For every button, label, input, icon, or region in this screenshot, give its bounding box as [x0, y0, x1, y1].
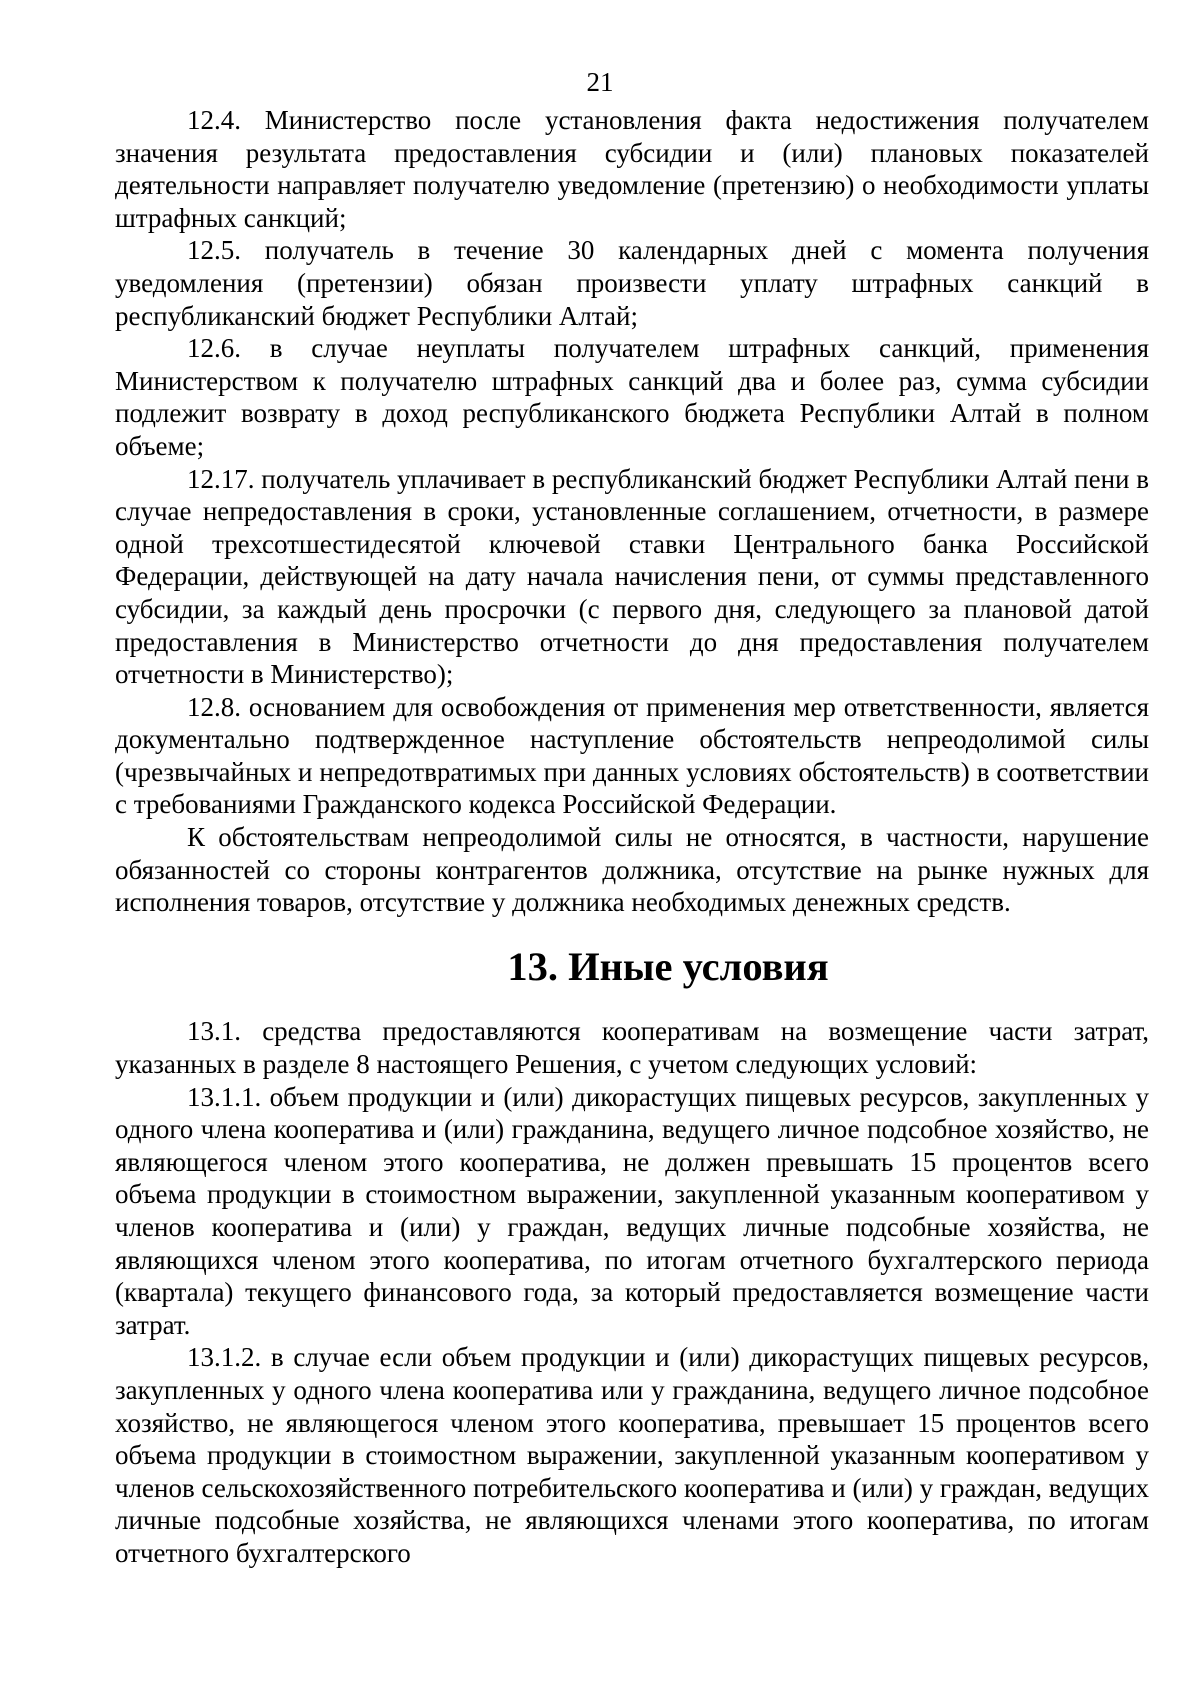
paragraph-12-8: 12.8. основанием для освобождения от применения мер ответственности, является документально подтвержденное наступление обстоятельств непреодолимой силы (чрезвычайных и непредотвратимых при данных условиях обстоятельств) в соответствии с требованиями Гражданского кодекса Российской Федерации.: [115, 691, 1149, 820]
document-body: [115, 104, 1149, 1570]
paragraph-force-majeure: К обстоятельствам непреодолимой силы не относятся, в частности, нарушение обязанностей со стороны контрагентов должника, отсутствие на рынке нужных для исполнения товаров, отсутствие у должника необходимых денежных средств.: [115, 822, 1149, 918]
paragraph-12-6: 12.6. в случае неуплаты получателем штрафных санкций, применения Министерством к получателю штрафных санкций два и более раз, сумма субсидии подлежит возврату в доход республиканского бюджета Республики Алтай в полном объеме;: [115, 333, 1149, 461]
section-heading: 13. Иные условия: [507, 943, 829, 989]
paragraph-12-4: 12.4. Министерство после установления факта недостижения получателем значения результата предоставления субсидии и (или) плановых показателей деятельности направляет получателю уведомление (претензию) о необходимости уплаты штрафных санкций;: [115, 105, 1149, 233]
paragraph-13-1: 13.1. средства предоставляются кооперативам на возмещение части затрат, указанных в разделе 8 настоящего Решения, с учетом следующих условий:: [115, 1016, 1149, 1080]
paragraph-13-1-1: 13.1.1. объем продукции и (или) дикорастущих пищевых ресурсов, закупленных у одного члена кооператива и (или) гражданина, ведущего личное подсобное хозяйство, не являющегося членом этого кооператива, не должен превышать 15 процентов всего объема продукции в стоимостном выражении, закупленной указанным кооперативом у членов кооператива и (или) у граждан, ведущих личные подсобные хозяйства, не являющихся членом этого кооператива, по итогам отчетного бухгалтерского периода (квартала) текущего финансового года, за который предоставляется возмещение части затрат.: [115, 1081, 1149, 1340]
page-number: 21: [586, 67, 614, 97]
paragraph-13-1-2: 13.1.2. в случае если объем продукции и (или) дикорастущих пищевых ресурсов, закупленных у одного члена кооператива или у гражданина, ведущего личное подсобное хозяйство, не являющегося членом этого кооператива, превышает 15 процентов всего объема продукции в стоимостном выражении, закупленной указанным кооперативом у членов сельскохозяйственного потребительского кооператива и (или) у граждан, ведущих личные подсобные хозяйства, не являющихся членами этого кооператива, по итогам отчетного бухгалтерского: [115, 1342, 1149, 1568]
paragraph-12-5: 12.5. получатель в течение 30 календарных дней с момента получения уведомления (претензии) обязан произвести уплату штрафных санкций в республиканский бюджет Республики Алтай;: [115, 235, 1149, 331]
paragraph-12-17: 12.17. получатель уплачивает в республиканский бюджет Республики Алтай пени в случае непредоставления в сроки, установленные соглашением, отчетности, в размере одной трехсотшестидесятой ключевой ставки Центрального банка Российской Федерации, действующей на дату начала начисления пени, от суммы представленного субсидии, за каждый день просрочки (с первого дня, следующего за плановой датой предоставления в Министерство отчетности до дня предоставления получателем отчетности в Министерство);: [115, 463, 1149, 690]
